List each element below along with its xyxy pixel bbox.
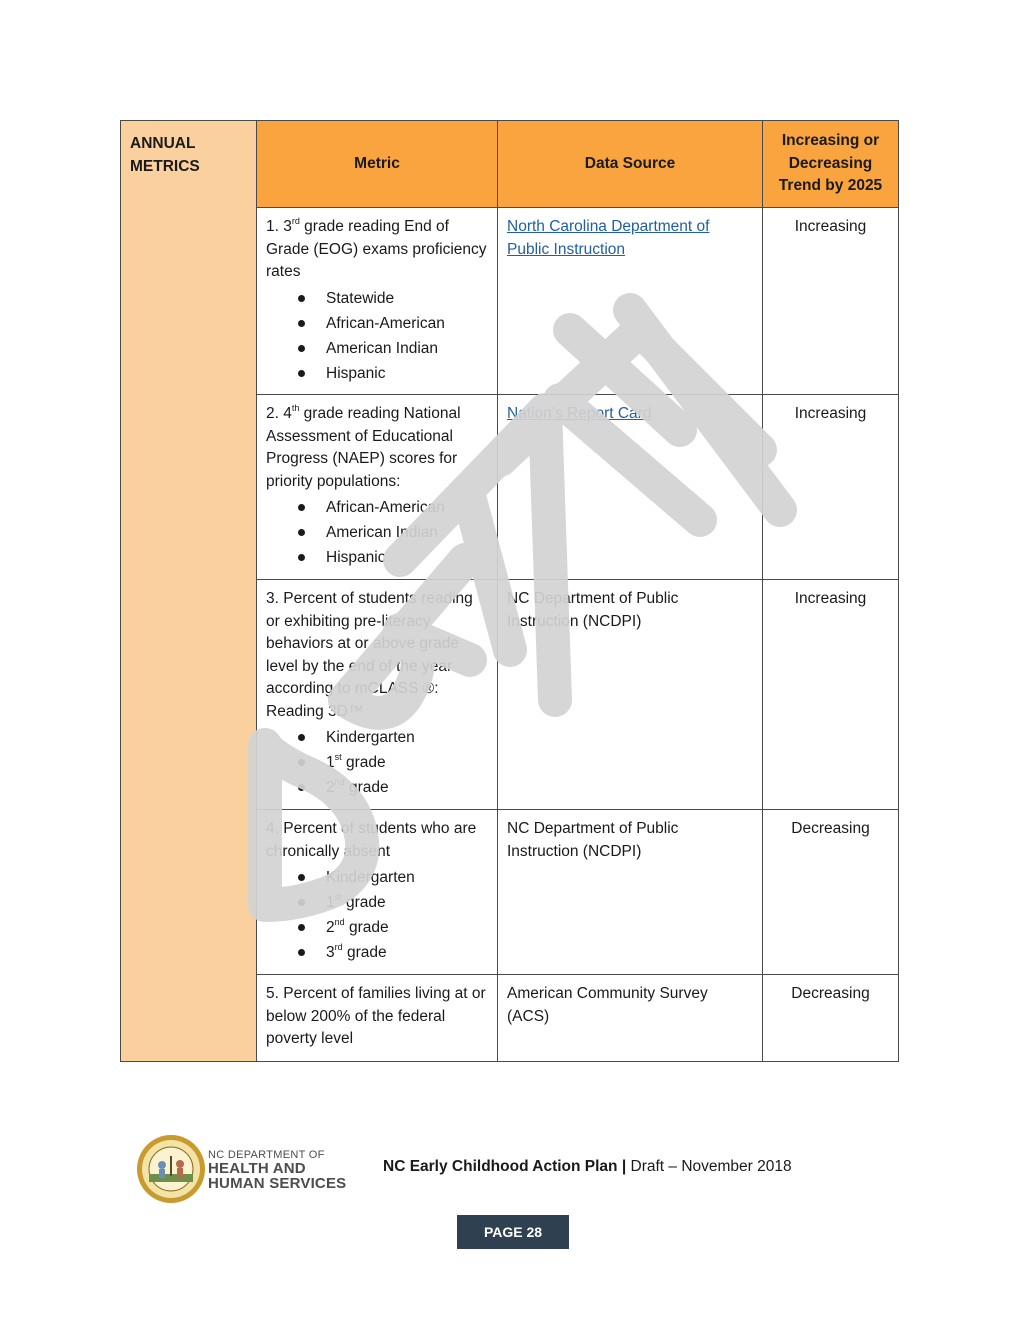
trend-cell: Increasing [763,208,899,395]
trend-cell: Decreasing [763,975,899,1062]
metric-cell [257,208,498,395]
footer-separator: | [621,1158,627,1175]
bullet-list [266,495,488,570]
data-source-cell: NC Department of Public Instruction (NCDPI) [498,580,763,810]
table-header-row [121,121,899,208]
trend-cell: Decreasing [763,810,899,975]
metric-text: 3. Percent of students reading or exhibiting pre-literacy behaviors at or above grade level by the end of the year according to mCLASS ®: Reading 3D™ [266,590,473,720]
list-item: African-American [266,495,488,520]
nc-state-seal-icon [136,1134,206,1204]
data-source-cell [498,395,763,580]
bullet-list [266,286,488,386]
list-item: 1st grade [266,890,488,915]
list-item: Kindergarten [266,725,488,750]
data-source-column-header: Data Source [498,121,763,208]
metric-cell [257,810,498,975]
list-item: 2nd grade [266,915,488,940]
list-item: 1st grade [266,750,488,775]
data-source-link[interactable]: North Carolina Department of Public Instruction [507,218,710,258]
bullet-list [266,865,488,965]
data-source-cell [498,208,763,395]
list-item: Statewide [266,286,488,311]
dhhs-logo-text: NC DEPARTMENT OF HEALTH AND HUMAN SERVICES [208,1149,347,1192]
list-item: African-American [266,311,488,336]
list-item: American Indian [266,520,488,545]
trend-column-header: Increasing or Decreasing Trend by 2025 [763,121,899,208]
annual-metrics-table [120,120,899,1062]
metric-cell: 5. Percent of families living at or below 200% of the federal poverty level [257,975,498,1062]
trend-cell: Increasing [763,580,899,810]
metric-cell [257,395,498,580]
metric-text: 2. 4th grade reading National Assessment of Educational Progress (NAEP) scores for priority populations: [266,403,461,490]
metric-text: 1. 3rd grade reading End of Grade (EOG) exams proficiency rates [266,216,487,280]
data-source-cell: NC Department of Public Instruction (NCDPI) [498,810,763,975]
metric-cell [257,580,498,810]
metric-column-header: Metric [257,121,498,208]
data-source-cell: American Community Survey (ACS) [498,975,763,1062]
bullet-list [266,725,488,800]
list-item: Hispanic [266,545,488,570]
list-item: 2nd grade [266,775,488,800]
metric-text: 4. Percent of students who are chronically absent [266,820,477,860]
plan-title: NC Early Childhood Action Plan [383,1158,618,1175]
list-item: Kindergarten [266,865,488,890]
draft-label: Draft – November 2018 [630,1158,792,1175]
list-item: American Indian [266,336,488,361]
list-item: Hispanic [266,361,488,386]
data-source-link[interactable]: Nation’s Report Card [507,405,652,422]
trend-cell: Increasing [763,395,899,580]
footer-title [383,1158,792,1176]
page-number-badge: PAGE 28 [457,1215,569,1249]
list-item: 3rd grade [266,940,488,965]
annual-metrics-side-header: ANNUAL METRICS [121,121,257,1062]
